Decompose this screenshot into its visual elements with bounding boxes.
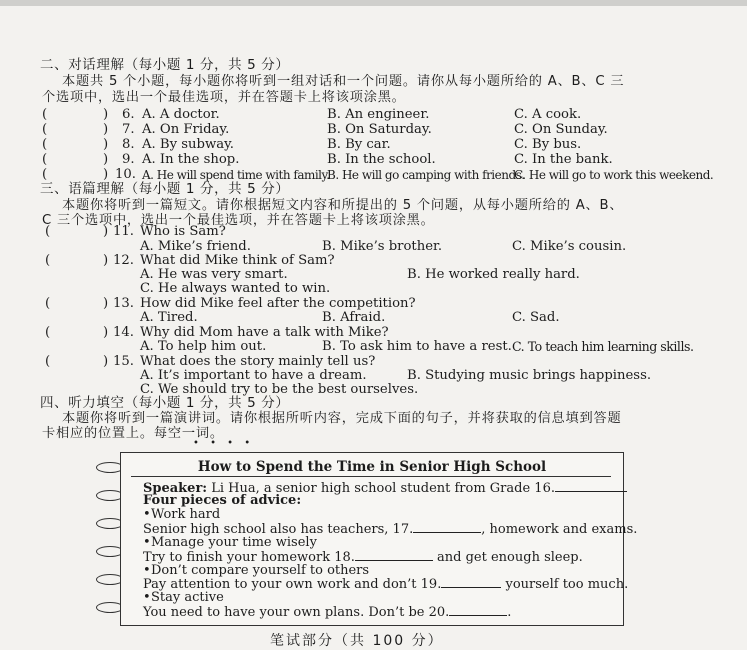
- answer-paren[interactable]: (: [45, 296, 51, 311]
- question-number: 15.: [113, 354, 134, 369]
- option-a: A. He was very smart.: [140, 267, 288, 282]
- advice-3-sentence: Pay attention to your own work and don’t 19. yourself too much.: [143, 577, 629, 592]
- answer-paren[interactable]: (: [42, 107, 48, 122]
- speaker-text: Li Hua, a senior high school student from Grade 16.: [211, 481, 555, 496]
- question-number: 8.: [122, 137, 135, 152]
- option-c: C. In the bank.: [514, 152, 613, 167]
- answer-paren[interactable]: (: [42, 122, 48, 137]
- advice-2-sentence: Try to finish your homework 18. and get enough sleep.: [143, 550, 583, 565]
- page-top-edge: [0, 0, 747, 6]
- answer-paren[interactable]: (: [42, 137, 48, 152]
- option-b: B. An engineer.: [327, 107, 430, 122]
- question-text: What does the story mainly tell us?: [140, 354, 376, 369]
- advice-1-sentence: Senior high school also has teachers, 17. , homework and exams.: [143, 522, 638, 537]
- blank-17[interactable]: [413, 522, 481, 533]
- question-number: 13.: [113, 296, 134, 311]
- question-text: Who is Sam?: [140, 224, 226, 239]
- advice-4-sentence: You need to have your own plans. Don’t be 20. .: [143, 605, 512, 620]
- option-b: B. He will go camping with friends.: [327, 168, 525, 182]
- option-a: A. To help him out.: [140, 339, 267, 354]
- question-number: 7.: [122, 122, 135, 137]
- advice-2-head: •Manage your time wisely: [143, 535, 317, 550]
- section3-instruction-2: C 三个选项中，选出一个最佳选项，并在答题卡上将该项涂黑。: [42, 213, 435, 228]
- question-number: 10.: [115, 167, 136, 182]
- question-number: 12.: [113, 253, 134, 268]
- question-number: 11.: [113, 224, 134, 239]
- option-c: C. He always wanted to win.: [140, 281, 331, 296]
- option-c: C. On Sunday.: [514, 122, 608, 137]
- answer-paren[interactable]: (: [42, 152, 48, 167]
- question-text: What did Mike think of Sam?: [140, 253, 335, 268]
- written-part-title: 笔试部分（共 100 分）: [270, 633, 444, 649]
- blank-19[interactable]: [441, 577, 501, 588]
- answer-paren[interactable]: (: [45, 354, 51, 369]
- section3-heading: 三、语篇理解（每小题 1 分，共 5 分）: [40, 181, 290, 197]
- card-title-rule: [131, 476, 611, 477]
- question-number: 9.: [122, 152, 135, 167]
- option-c: C. A cook.: [514, 107, 582, 122]
- answer-paren[interactable]: (: [45, 325, 51, 340]
- section4-heading: 四、听力填空（每小题 1 分，共 5 分）: [40, 395, 290, 411]
- speaker-blank: [555, 481, 627, 492]
- notes-card: [120, 452, 638, 626]
- question-number: 6.: [122, 107, 135, 122]
- option-b: B. Mike’s brother.: [322, 239, 443, 254]
- decorative-dots: • • • •: [193, 438, 255, 449]
- option-c: C. We should try to be the best ourselves.: [140, 382, 419, 397]
- question-text: How did Mike feel after the competition?: [140, 296, 416, 311]
- option-a: A. It’s important to have a dream.: [140, 368, 367, 383]
- option-c: C. By bus.: [514, 137, 582, 152]
- option-b: B. By car.: [327, 137, 391, 152]
- option-b: B. On Saturday.: [327, 122, 432, 137]
- option-c: C. Sad.: [512, 310, 560, 325]
- advice-3-head: •Don’t compare yourself to others: [143, 563, 370, 578]
- option-a: A. He will spend time with family.: [142, 168, 330, 182]
- blank-20[interactable]: [449, 605, 507, 616]
- answer-paren[interactable]: (: [45, 224, 51, 239]
- option-c: C. Mike’s cousin.: [512, 239, 627, 254]
- option-a: A. Mike’s friend.: [140, 239, 251, 254]
- section3-instruction-1: 本题你将听到一篇短文。请你根据短文内容和所提出的 5 个问题，从每小题所给的 A、B、: [62, 198, 624, 213]
- option-b: B. Afraid.: [322, 310, 386, 325]
- question-text: Why did Mom have a talk with Mike?: [140, 325, 389, 340]
- advice-4-head: •Stay active: [143, 590, 224, 605]
- question-number: 14.: [113, 325, 134, 340]
- option-c: C. To teach him learning skills.: [512, 339, 694, 354]
- section2-instruction-2: 个选项中，选出一个最佳选项，并在答题卡上将该项涂黑。: [42, 90, 406, 105]
- card-title: How to Spend the Time in Senior High School: [197, 459, 547, 475]
- blank-18[interactable]: [355, 550, 433, 561]
- speaker-label: Speaker:: [143, 481, 208, 496]
- option-a: A. On Friday.: [142, 122, 230, 137]
- option-a: A. A doctor.: [142, 107, 220, 122]
- section2-instruction-1: 本题共 5 个小题，每小题你将听到一组对话和一个问题。请你从每小题所给的 A、B、C 三: [62, 74, 625, 89]
- advice-heading: Four pieces of advice:: [143, 493, 302, 508]
- option-a: A. By subway.: [142, 137, 234, 152]
- option-b: B. Studying music brings happiness.: [407, 368, 652, 383]
- advice-1-head: •Work hard: [143, 507, 221, 522]
- option-c: C. He will go to work this weekend.: [514, 168, 714, 182]
- option-a: A. Tired.: [140, 310, 198, 325]
- answer-paren[interactable]: (: [45, 253, 51, 268]
- section2-heading: 二、对话理解（每小题 1 分，共 5 分）: [40, 57, 290, 73]
- section4-instruction-2: 卡相应的位置上。每空一词。: [42, 426, 224, 441]
- option-b: B. To ask him to have a rest.: [322, 339, 512, 354]
- option-a: A. In the shop.: [142, 152, 240, 167]
- option-b: B. He worked really hard.: [407, 267, 580, 282]
- option-b: B. In the school.: [327, 152, 436, 167]
- section4-instruction-1: 本题你将听到一篇演讲词。请你根据所听内容，完成下面的句子，并将获取的信息填到答题: [62, 411, 622, 426]
- answer-paren[interactable]: (: [42, 167, 48, 182]
